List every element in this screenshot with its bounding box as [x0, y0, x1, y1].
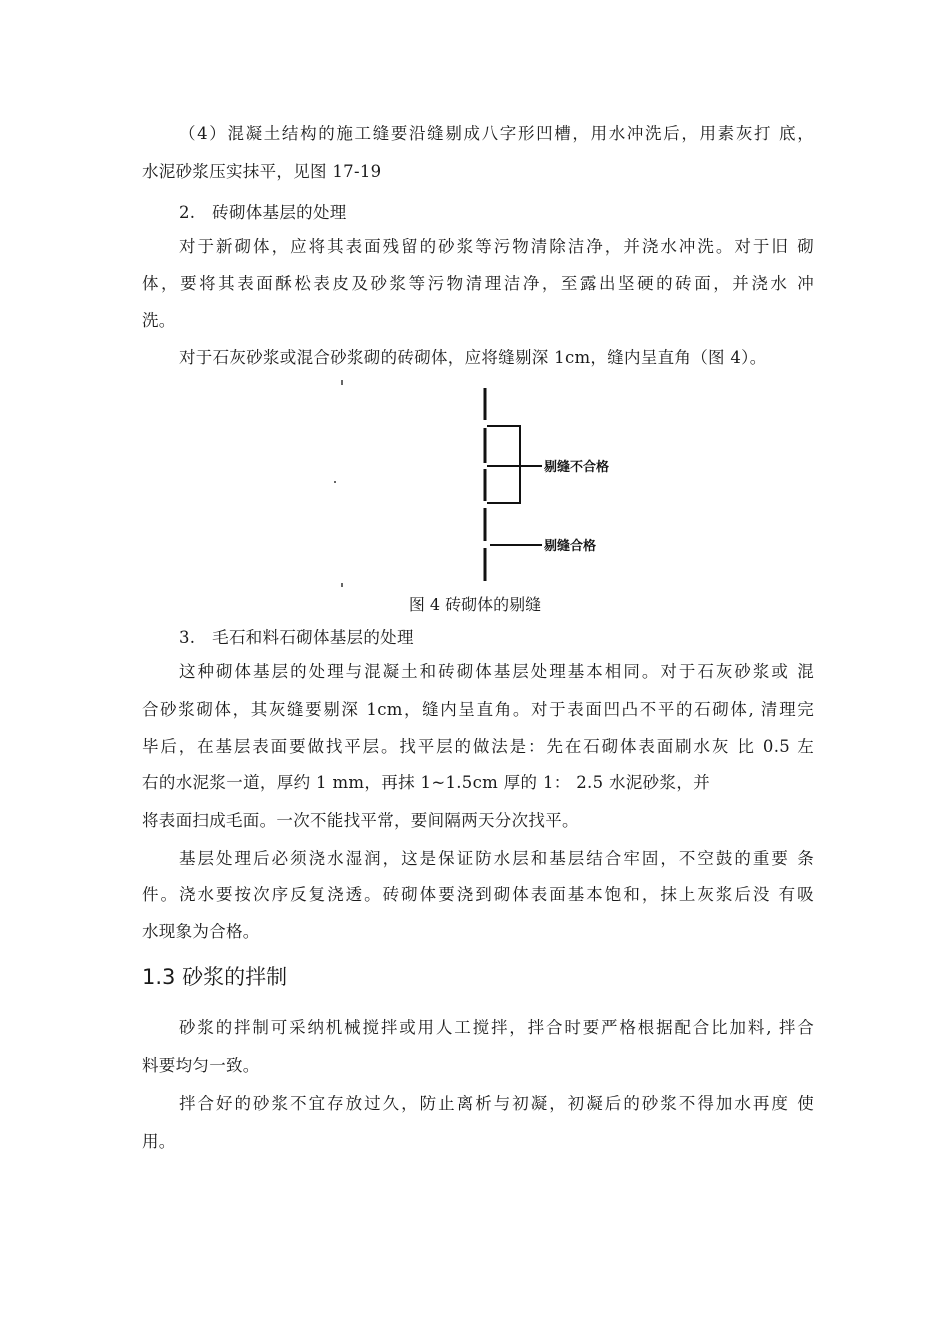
- section-brick-heading: 2. 砖砌体基层的处理: [179, 203, 347, 222]
- bracket-shape: [487, 426, 520, 503]
- label-good-joint: 剔缝合格: [544, 539, 597, 554]
- section-stone-heading: 3. 毛石和料石砌体基层的处理: [179, 628, 414, 647]
- stone-p1-line3: 毕后，在基层表面要做找平层。找平层的做法是：先在石砌体表面刷水灰 比 0.5 左: [142, 737, 814, 756]
- brick-p1-line1: 对于新砌体，应将其表面残留的砂浆等污物清除洁净，并浇水冲洗。对于旧 砌: [179, 237, 814, 256]
- stone-p1-line2: 合砂浆砌体，其灰缝要剔深 1cm，缝内呈直角。对于表面凹凸不平的石砌体, 清理完: [142, 700, 814, 719]
- mortar-p1-line1: 砂浆的拌制可采纳机械搅拌或用人工搅拌，拌合时要严格根据配合比加料, 拌合: [179, 1018, 814, 1037]
- section-mortar-heading: 1.3 砂浆的拌制: [142, 965, 288, 989]
- mortar-p2-line2: 用。: [142, 1132, 176, 1151]
- brick-joint-figure: [330, 378, 630, 588]
- mortar-p1-line2: 料要均匀一致。: [142, 1056, 260, 1075]
- bad-joint-bracket: [487, 426, 542, 503]
- brick-p2-line1: 对于石灰砂浆或混合砂浆砌的砖砌体，应将缝剔深 1cm，缝内呈直角（图 4）。: [179, 348, 767, 367]
- stone-p2-line2: 件。浇水要按次序反复浇透。砖砌体要浇到砌体表面基本饱和，抹上灰浆后没 有吸: [142, 885, 814, 904]
- scan-marks: [334, 380, 342, 587]
- item4-line2: 水泥砂浆压实抹平，见图 17-19: [142, 162, 382, 181]
- mortar-p2-line1: 拌合好的砂浆不宜存放过久，防止离析与初凝，初凝后的砂浆不得加水再度 使: [179, 1094, 814, 1113]
- stone-p2-line1: 基层处理后必须浇水湿润，这是保证防水层和基层结合牢固，不空鼓的重要 条: [179, 849, 814, 868]
- item4-line1: （4）混凝土结构的施工缝要沿缝剔成八字形凹槽，用水冲洗后，用素灰打 底，: [179, 124, 814, 143]
- stone-p1-line4: 右的水泥浆一道，厚约 1 mm，再抹 1~1.5cm 厚的 1： 2.5 水泥砂浆，并: [142, 773, 710, 792]
- figure-caption: 图 4 砖砌体的剔缝: [408, 595, 542, 614]
- stone-p1-line1: 这种砌体基层的处理与混凝土和砖砌体基层处理基本相同。对于石灰砂浆或 混: [179, 662, 814, 681]
- brick-p1-line3: 洗。: [142, 311, 176, 330]
- stone-p1-line5: 将表面扫成毛面。一次不能找平常，要间隔两天分次找平。: [142, 811, 579, 830]
- stone-p2-line3: 水现象为合格。: [142, 922, 260, 941]
- label-bad-joint: 剔缝不合格: [544, 460, 610, 475]
- brick-p1-line2: 体，要将其表面酥松表皮及砂浆等污物清理洁净，至露出坚硬的砖面，并浇水 冲: [142, 274, 814, 293]
